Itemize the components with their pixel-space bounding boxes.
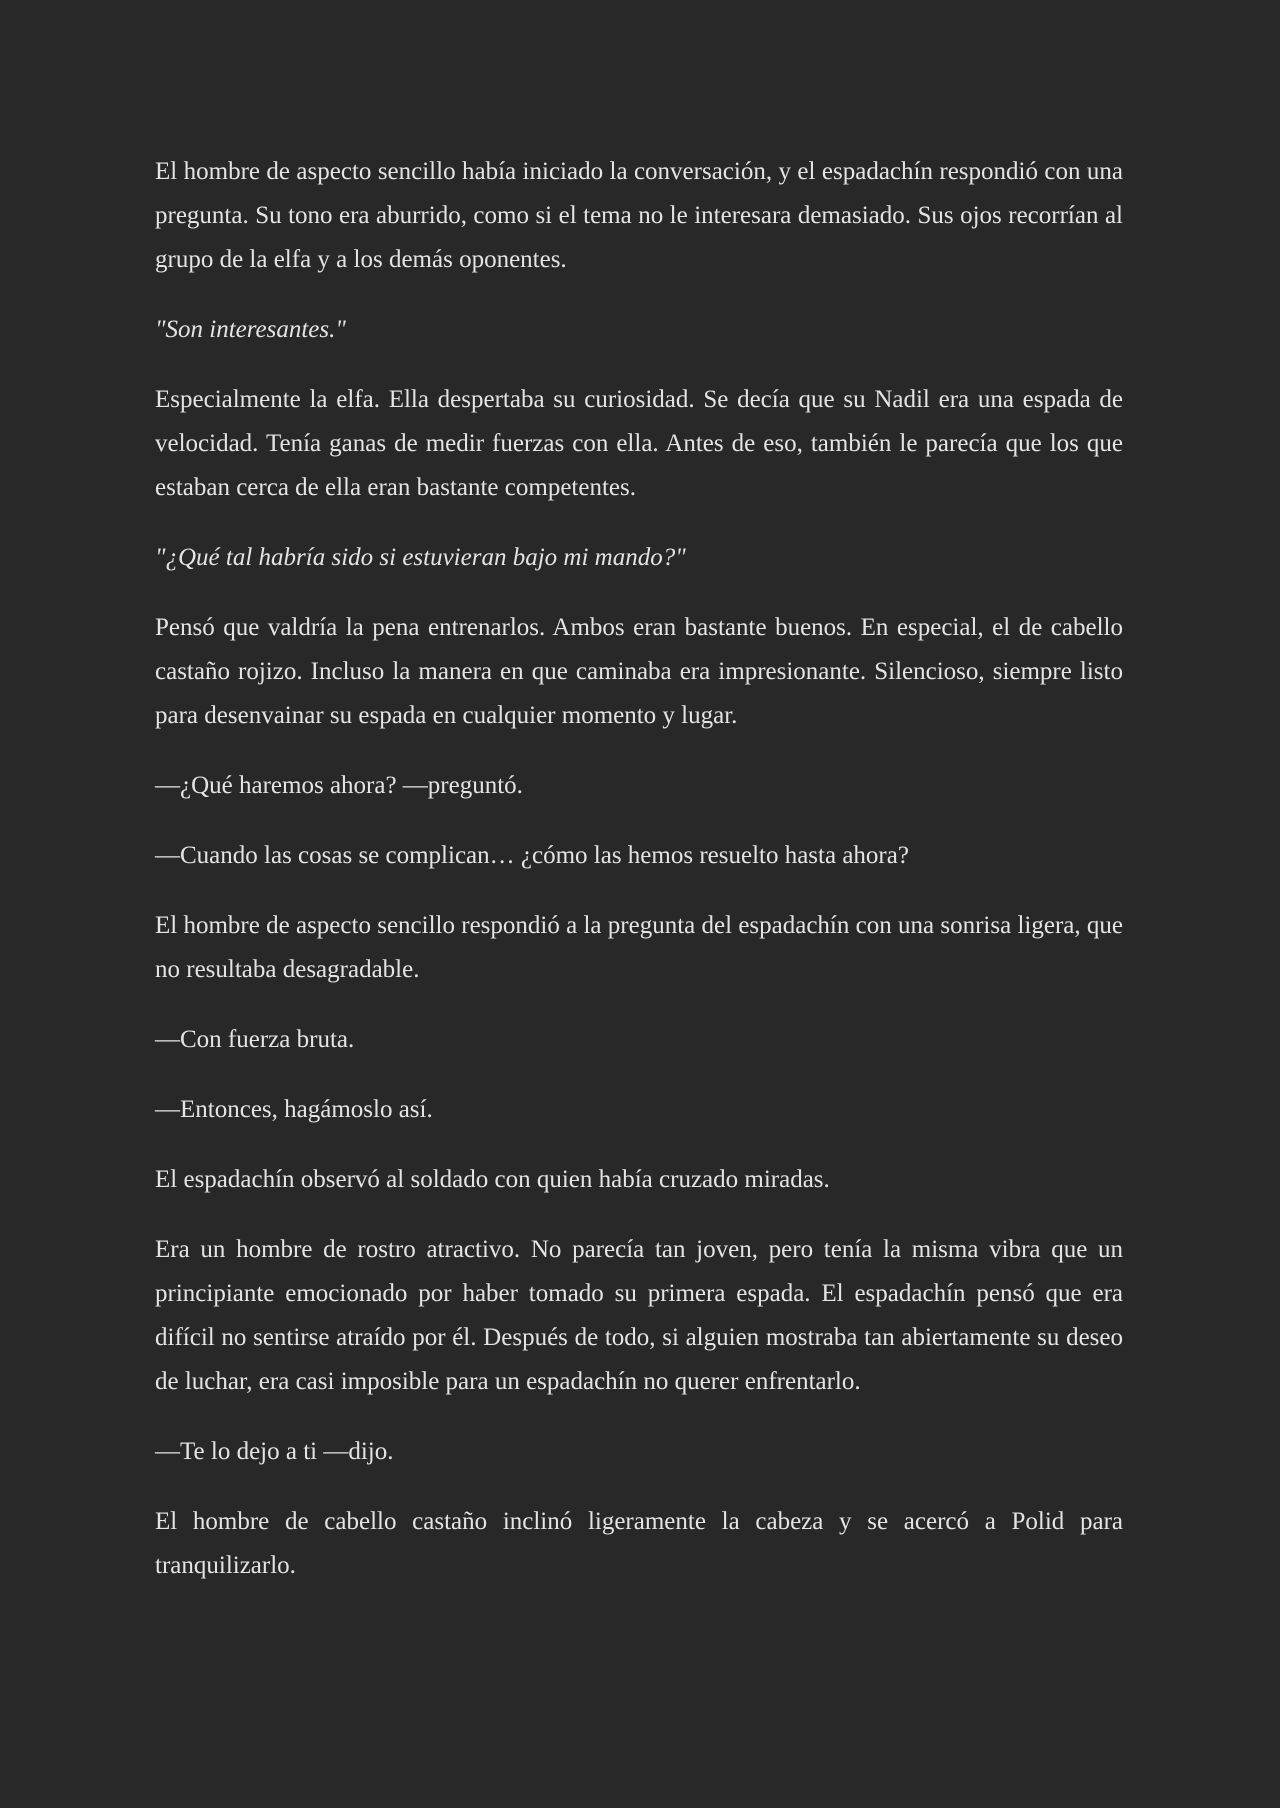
paragraph: El hombre de aspecto sencillo respondió a la pregunta del espadachín con una sonrisa ligera, que no resultaba desagradable. — [155, 912, 1123, 983]
paragraph: —Entonces, hagámoslo así. — [155, 1096, 433, 1123]
paragraph: Pensó que valdría la pena entrenarlos. Ambos eran bastante buenos. En especial, el de cabello castaño rojizo. Incluso la manera en que caminaba era impresionante. Silencioso, siempre listo para desenvainar su espada en cualquier momento y lugar. — [155, 614, 1123, 729]
paragraph: Era un hombre de rostro atractivo. No parecía tan joven, pero tenía la misma vibra que un principiante emocionado por haber tomado su primera espada. El espadachín pensó que era difícil no sentirse atraído por él. Después de todo, si alguien mostraba tan abiertamente su deseo de luchar, era casi imposible para un espadachín no querer enfrentarlo. — [155, 1236, 1123, 1395]
paragraph: —Con fuerza bruta. — [155, 1026, 355, 1053]
paragraph: El hombre de cabello castaño inclinó ligeramente la cabeza y se acercó a Polid para tranquilizarlo. — [155, 1508, 1123, 1579]
thought-paragraph: "Son interesantes." — [155, 316, 346, 343]
paragraph: Especialmente la elfa. Ella despertaba su curiosidad. Se decía que su Nadil era una espada de velocidad. Tenía ganas de medir fuerzas con ella. Antes de eso, también le parecía que los que estaban cerca de ella eran bastante competentes. — [155, 386, 1123, 501]
paragraph: El espadachín observó al soldado con quien había cruzado miradas. — [155, 1166, 830, 1193]
paragraph: —¿Qué haremos ahora? —preguntó. — [155, 772, 523, 799]
paragraph: El hombre de aspecto sencillo había iniciado la conversación, y el espadachín respondió con una pregunta. Su tono era aburrido, como si el tema no le interesara demasiado. Sus ojos recorrían al grupo de la elfa y a los demás oponentes. — [155, 158, 1123, 273]
paragraph: —Cuando las cosas se complican… ¿cómo las hemos resuelto hasta ahora? — [155, 842, 909, 869]
thought-paragraph: "¿Qué tal habría sido si estuvieran bajo mi mando?" — [155, 544, 686, 571]
paragraph: —Te lo dejo a ti —dijo. — [155, 1438, 394, 1465]
